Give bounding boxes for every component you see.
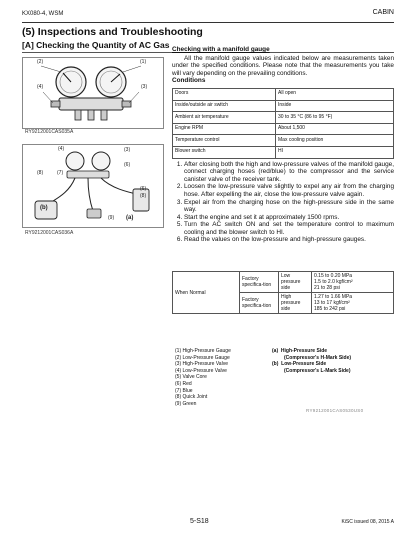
section-title: (5) Inspections and Troubleshooting [22, 26, 203, 38]
manifold-gauge-drawing [23, 58, 163, 128]
fig1-callout: (2) [37, 59, 44, 65]
intro-paragraph: All the manifold gauge values indicated below are measurements taken under the specified conditions. Please note that the measurements you take will vary depending on the prevailing conditions. [172, 54, 394, 77]
spec-value: 185 to 242 psi [314, 306, 346, 312]
header-divider [22, 22, 394, 23]
spec-type: Factory specifica-tion [240, 272, 279, 293]
spec-values [312, 293, 394, 314]
model-label: KX080-4, WSM [22, 11, 64, 17]
issue-info: KiSC issued 08, 2015 A [341, 519, 394, 525]
fig2-callout: (b) [40, 205, 48, 211]
fig1-callout: (3) [141, 84, 148, 90]
fig1-callout: (4) [37, 84, 44, 90]
legend-left [175, 348, 231, 407]
list-item: 5. Turn the AC switch ON and set the temperature control to maximum cooling and the blower switch to HI. [184, 221, 394, 236]
table-row [173, 272, 394, 293]
section-subtitle: [A] Checking the Quantity of AC Gas [22, 40, 170, 50]
figure2-caption: RY9212001CAS036A [25, 230, 74, 236]
legend-item: (7) Blue [175, 387, 193, 394]
legend-item: (2) Low-Pressure Gauge [175, 354, 230, 361]
conditions-table [172, 88, 394, 159]
spec-values [312, 272, 394, 293]
condition-value: About 1,500 [276, 123, 394, 135]
list-item: 1. After closing both the high and low-pressure valves of the manifold gauge, connect charging hoses (red/blue) to the compressor and the service canister valve of the receiver tank. [184, 161, 394, 184]
legend-item: (1) High-Pressure Gauge [175, 348, 231, 354]
list-item: 3. Expel air from the charging hose on the high-pressure side in the same way. [184, 199, 394, 214]
legend-item [272, 361, 351, 368]
list-item: 6. Read the values on the low-pressure and high-pressure gauges. [184, 236, 394, 244]
legend-item [272, 348, 351, 355]
condition-name: Ambient air temperature [173, 112, 276, 124]
figure1-caption: RY9212001CAS035A [25, 129, 74, 135]
spec-value: 1.5 to 2.0 kgf/cm² [314, 279, 353, 285]
condition-value: Inside [276, 100, 394, 112]
condition-value: Max cooling position [276, 135, 394, 147]
procedure-steps [172, 161, 394, 245]
spec-condition: When Normal [173, 272, 240, 314]
spec-value: 21 to 28 psi [314, 285, 340, 291]
table-row [173, 100, 394, 112]
fig2-callout: (8) [140, 193, 147, 199]
condition-name: Doors [173, 88, 276, 100]
legend-item: (9) Green [175, 400, 197, 407]
table-row [173, 135, 394, 147]
fig2-callout: (6) [140, 186, 147, 192]
page-number: 5-S18 [190, 518, 209, 525]
legend-key: (a) [272, 348, 279, 354]
spec-value: 0.15 to 0.20 MPa [314, 273, 353, 279]
legend-item: (Compressor's H-Mark Side) [284, 354, 352, 361]
condition-name: Inside/outside air switch [173, 100, 276, 112]
legend-item: (6) Red [175, 380, 192, 387]
legend-item: (5) Valve Core [175, 374, 207, 381]
conditions-heading: Conditions [172, 77, 206, 85]
condition-value: HI [276, 146, 394, 158]
fig2-callout: (7) [57, 170, 64, 176]
condition-value: All open [276, 88, 394, 100]
procedure-column [172, 46, 394, 244]
fig2-callout: (3) [124, 147, 131, 153]
fig1-callout: (1) [140, 59, 147, 65]
table-row [173, 88, 394, 100]
table-row [173, 123, 394, 135]
fig2-callout: (9) [108, 215, 115, 221]
condition-value: 30 to 35 °C (86 to 95 °F) [276, 112, 394, 124]
document-code: RY9212001CAS0530US0 [306, 408, 364, 413]
fig2-callout: (6) [124, 162, 131, 168]
legend-item: (Compressor's L-Mark Side) [284, 367, 351, 374]
fig2-callout: (8) [37, 170, 44, 176]
table-row [173, 112, 394, 124]
spec-type: Factory specifica-tion [240, 293, 279, 314]
fig2-callout: (4) [58, 146, 65, 152]
condition-name: Blower switch [173, 146, 276, 158]
legend-item: (4) Low-Pressure Valve [175, 367, 227, 374]
legend-key: (b) [272, 361, 279, 368]
list-item: 2. Loosen the low-pressure valve slightly to expel any air from the charging hose. After expelling the air, close the low-pressure valve again. [184, 183, 394, 198]
spec-value: 1.27 to 1.66 MPa [314, 294, 353, 300]
manifold-gauge-figure [22, 57, 164, 129]
legend-item: (3) High-Pressure Valve [175, 361, 228, 368]
table-row [173, 146, 394, 158]
legend-right [272, 348, 351, 374]
spec-side: Low pressure side [279, 272, 312, 293]
section-label: CABIN [372, 9, 394, 16]
condition-name: Engine RPM [173, 123, 276, 135]
legend-text: High-Pressure Side [280, 348, 328, 354]
pressure-spec-table [172, 271, 394, 314]
legend-text: Low-Pressure Side [281, 361, 327, 368]
manifold-subheading: Checking with a manifold gauge [172, 46, 270, 53]
page-header [22, 9, 394, 21]
fig2-callout: (a) [126, 215, 134, 221]
list-item: 4. Start the engine and set it at approximately 1500 rpms. [184, 214, 394, 222]
spec-value: 13 to 17 kgf/cm² [314, 300, 350, 306]
spec-side: High pressure side [279, 293, 312, 314]
legend-item: (8) Quick Joint [175, 394, 208, 401]
condition-name: Temperature control [173, 135, 276, 147]
